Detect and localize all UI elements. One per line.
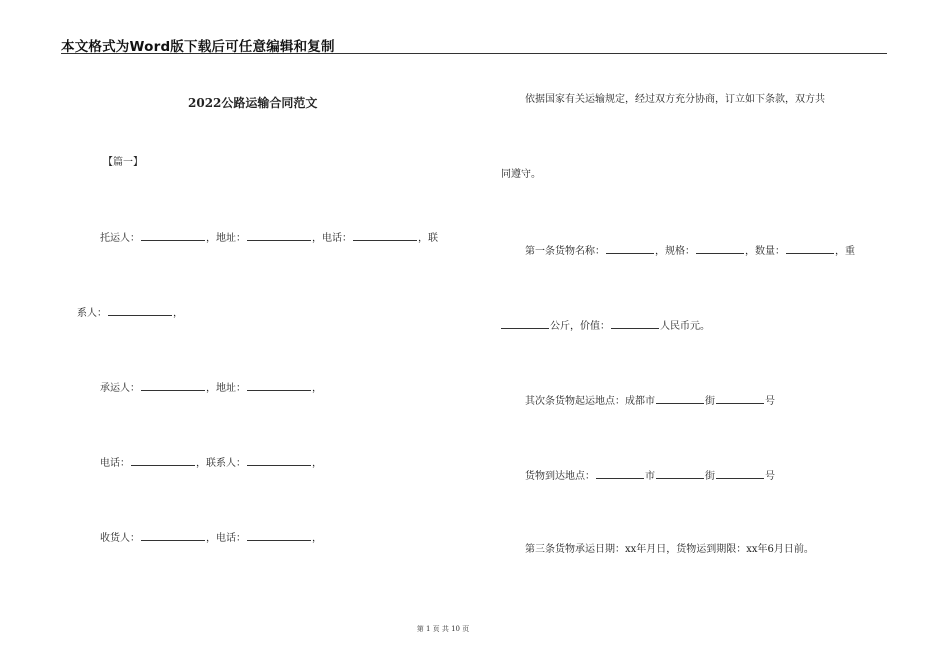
city-label: 市 bbox=[645, 471, 655, 482]
carrier-phone-blank bbox=[131, 455, 195, 466]
header-divider bbox=[61, 53, 887, 54]
shipper-line bbox=[100, 230, 438, 246]
destination-street-label: 街 bbox=[705, 471, 715, 482]
quantity-blank bbox=[786, 243, 834, 254]
carrier-phone-end: ， bbox=[312, 458, 322, 469]
destination-line bbox=[525, 468, 775, 484]
destination-street-blank bbox=[656, 468, 704, 479]
consignee-end: ， bbox=[312, 533, 322, 544]
spec-label: ，规格： bbox=[655, 246, 695, 257]
destination-number-blank bbox=[716, 468, 764, 479]
shipper-contact-end: ， bbox=[173, 308, 183, 319]
consignee-name-blank bbox=[141, 530, 205, 541]
carrier-line bbox=[100, 380, 322, 396]
destination-label: 货物到达地点： bbox=[525, 471, 595, 482]
destination-city-blank bbox=[596, 468, 644, 479]
page-number: 第 1 页 共 10 页 bbox=[416, 625, 470, 633]
shipper-phone-blank bbox=[353, 230, 417, 241]
section-label: 【篇一】 bbox=[103, 157, 143, 168]
carrier-contact-label: ，联系人： bbox=[196, 458, 246, 469]
shipper-contact-blank bbox=[108, 305, 172, 316]
consignee-phone-label: ，电话： bbox=[206, 533, 246, 544]
carrier-label: 承运人： bbox=[100, 383, 140, 394]
goods-name-label: 第一条货物名称： bbox=[525, 246, 605, 257]
shipper-contact-line bbox=[77, 305, 183, 321]
carrier-phone-line bbox=[100, 455, 322, 471]
origin-street-blank bbox=[656, 393, 704, 404]
street-label: 街 bbox=[705, 396, 715, 407]
article-1-continued bbox=[500, 318, 710, 334]
document-title: 2022公路运输合同范文 bbox=[188, 96, 318, 110]
article-1-line bbox=[525, 243, 855, 259]
carrier-address-blank bbox=[247, 380, 311, 391]
shipper-address-blank bbox=[247, 230, 311, 241]
shipper-contact-label: 系人： bbox=[77, 308, 107, 319]
goods-name-blank bbox=[606, 243, 654, 254]
spec-blank bbox=[696, 243, 744, 254]
carrier-phone-label: 电话： bbox=[100, 458, 130, 469]
weight-blank bbox=[501, 318, 549, 329]
currency-label: 人民币元。 bbox=[660, 321, 710, 332]
destination-number-label: 号 bbox=[765, 471, 775, 482]
origin-label: 其次条货物起运地点：成都市 bbox=[525, 396, 655, 407]
article-3-line: 第三条货物承运日期：xx年月日，货物运到期限：xx年6月日前。 bbox=[525, 544, 814, 555]
carrier-address-label: ，地址： bbox=[206, 383, 246, 394]
consignee-label: 收货人： bbox=[100, 533, 140, 544]
quantity-label: ，数量： bbox=[745, 246, 785, 257]
carrier-name-blank bbox=[141, 380, 205, 391]
value-blank bbox=[611, 318, 659, 329]
shipper-label: 托运人： bbox=[100, 233, 140, 244]
shipper-address-label: ，地址： bbox=[206, 233, 246, 244]
shipper-contact-label-start: ，联 bbox=[418, 233, 438, 244]
weight-label-start: ，重 bbox=[835, 246, 855, 257]
shipper-name-blank bbox=[141, 230, 205, 241]
origin-number-blank bbox=[716, 393, 764, 404]
consignee-line bbox=[100, 530, 322, 546]
intro-line-2: 同遵守。 bbox=[501, 169, 541, 180]
article-2-line bbox=[525, 393, 775, 409]
document-header: 本文格式为Word版下载后可任意编辑和复制 bbox=[61, 39, 335, 55]
value-label: 公斤，价值： bbox=[550, 321, 610, 332]
intro-line-1: 依据国家有关运输规定，经过双方充分协商，订立如下条款，双方共 bbox=[525, 94, 825, 105]
number-label: 号 bbox=[765, 396, 775, 407]
carrier-contact-blank bbox=[247, 455, 311, 466]
shipper-phone-label: ，电话： bbox=[312, 233, 352, 244]
carrier-end: ， bbox=[312, 383, 322, 394]
consignee-phone-blank bbox=[247, 530, 311, 541]
